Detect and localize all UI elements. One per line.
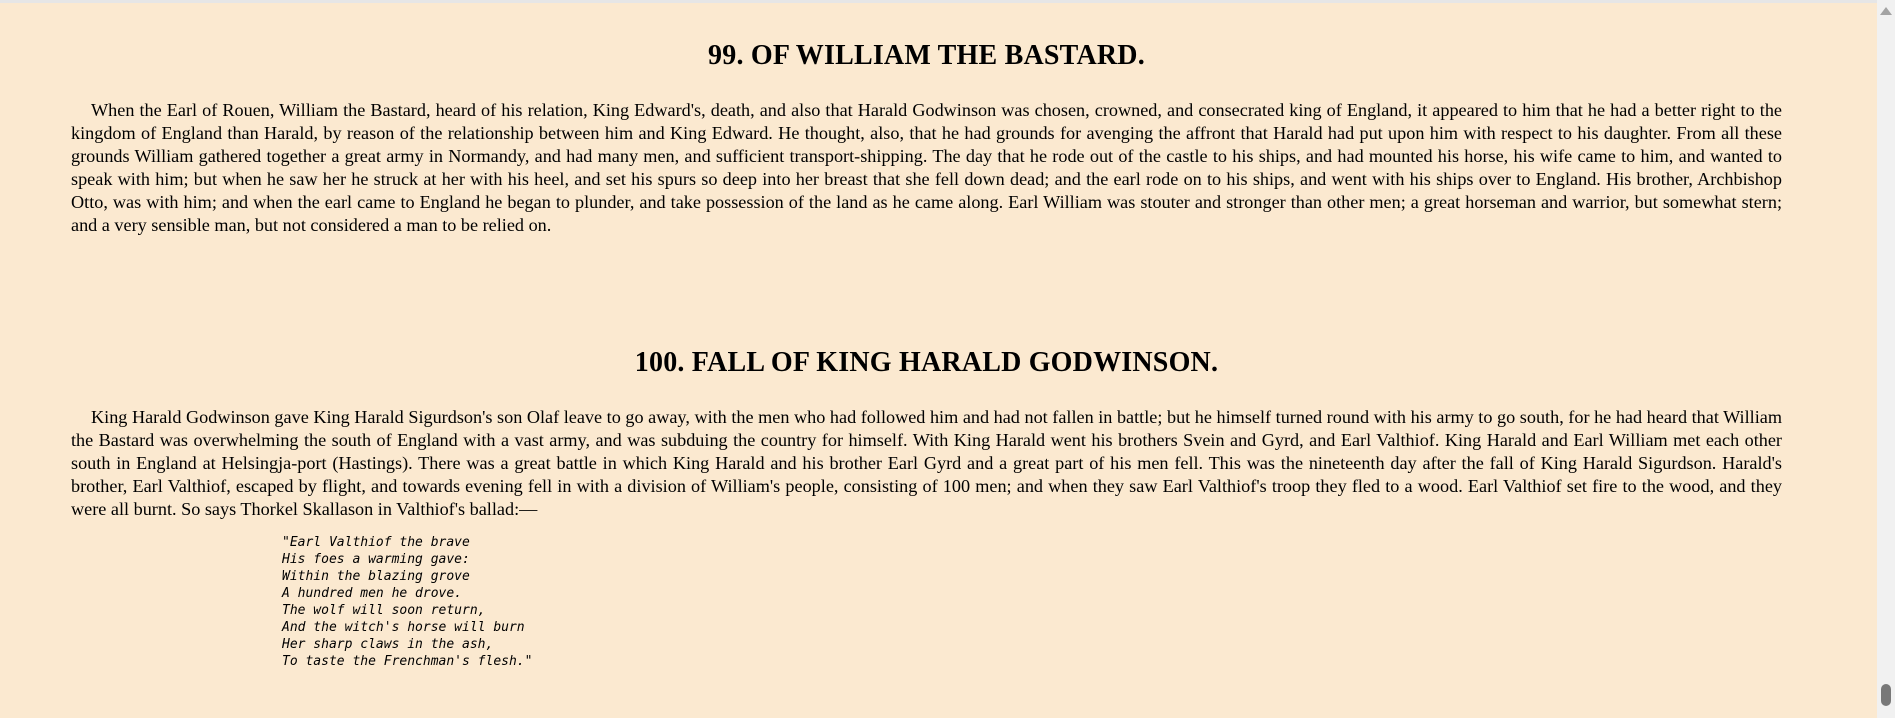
chapter-100-paragraph: King Harald Godwinson gave King Harald Sigurdson's son Olaf leave to go away, with the men who had followed him and had not fallen in battle; but he himself turned round with his army to go south, for he had heard that William the Bastard was overwhelming the south of England with a vast army, and was subduing the country for himself. With King Harald went his brothers Svein and Gyrd, and Earl Valthiof. King Harald and Earl William met each other south in England at Helsingja-port (Hastings). There was a great battle in which King Harald and his brother Earl Gyrd and a great part of his men fell. This was the nineteenth day after the fall of King Harald Sigurdson. Harald's brother, Earl Valthiof, escaped by flight, and towards evening fell in with a division of William's people, consisting of 100 men; and when they saw Earl Valthiof's troop they fled to a wood. Earl Valthiof set fire to the wood, and they were all burnt. So says Thorkel Skallason in Valthiof's ballad:— (71, 407, 1782, 519)
poem-line: The wolf will soon return, (282, 603, 486, 618)
poem-line: Her sharp claws in the ash, (282, 637, 494, 652)
vertical-scrollbar[interactable] (1877, 0, 1895, 718)
poem-line: And the witch's horse will burn (282, 620, 525, 635)
poem-line: A hundred men he drove. (282, 586, 463, 601)
scroll-up-arrow-icon[interactable] (1880, 7, 1892, 15)
chapter-99-title: 99. OF WILLIAM THE BASTARD. (708, 40, 1145, 71)
valthiof-ballad-poem (282, 534, 532, 670)
poem-line: To taste the Frenchman's flesh." (282, 654, 533, 669)
chapter-99-paragraph: When the Earl of Rouen, William the Bastard, heard of his relation, King Edward's, death, and also that Harald Godwinson was chosen, crowned, and consecrated king of England, it appeared to him that he had a better right to the kingdom of England than Harald, by reason of the relationship between him and King Edward. He thought, also, that he had grounds for avenging the affront that Harald had put upon him with respect to his daughter. From all these grounds William gathered together a great army in Normandy, and had many men, and sufficient transport-shipping. The day that he rode out of the castle to his ships, and had mounted his horse, his wife came to him, and wanted to speak with him; but when he saw her he struck at her with his heel, and set his spurs so deep into her breast that she fell down dead; and the earl rode on to his ships, and went with his ships over to England. His brother, Archbishop Otto, was with him; and when the earl came to England he began to plunder, and take possession of the land as he came along. Earl William was stouter and stronger than other men; a great horseman and warrior, but somewhat stern; and a very sensible man, but not considered a man to be relied on. (71, 100, 1782, 235)
chapter-100-title: 100. FALL OF KING HARALD GODWINSON. (634, 347, 1219, 378)
poem-line: His foes a warming gave: (282, 552, 470, 567)
top-border (0, 0, 1877, 3)
poem-line: Within the blazing grove (282, 569, 470, 584)
poem-line: "Earl Valthiof the brave (282, 535, 470, 550)
scrollbar-thumb[interactable] (1881, 684, 1891, 706)
